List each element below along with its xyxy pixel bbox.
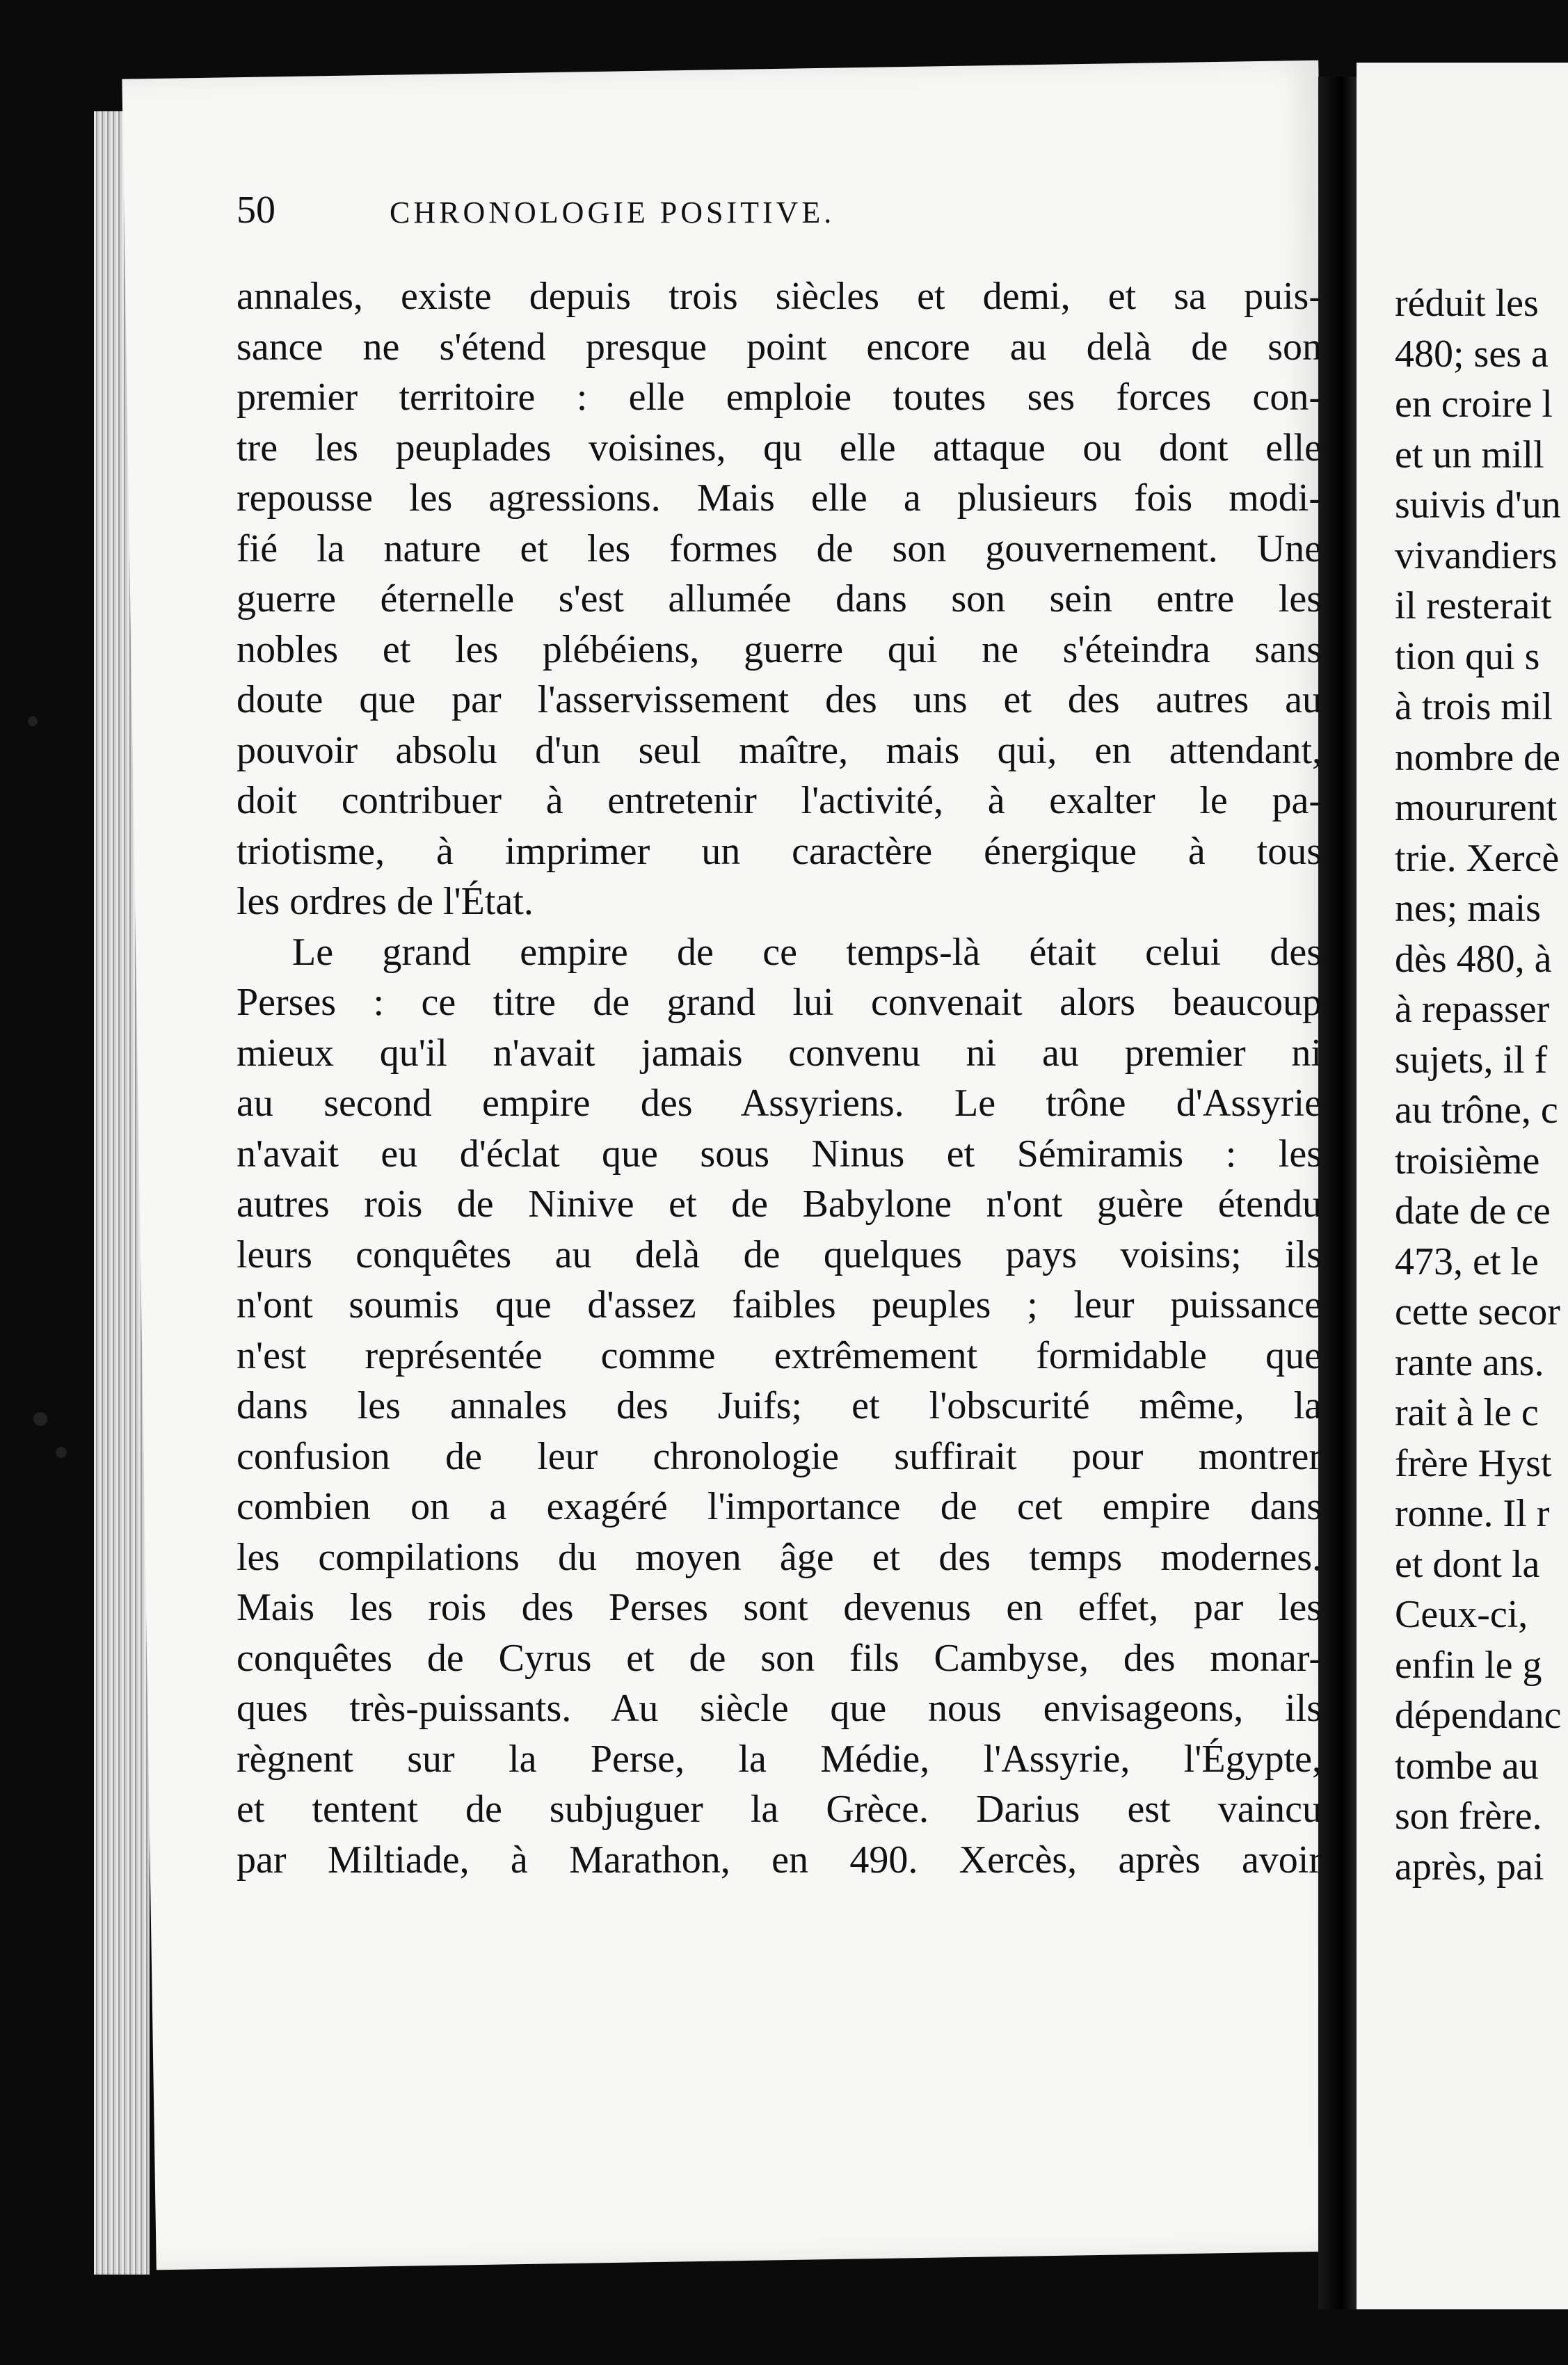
text-line: moururent [1395, 786, 1558, 829]
book-gutter [1318, 77, 1357, 2309]
text-line: n'avait eu d'éclat que sous Ninus et Sémiramis : les [237, 1132, 1322, 1176]
ink-speck [33, 1412, 47, 1426]
text-line: 480; ses a [1395, 332, 1549, 376]
text-line: triotisme, à imprimer un caractère énergique à tous [237, 829, 1322, 873]
text-line: au trône, c [1395, 1089, 1558, 1132]
page-number: 50 [237, 189, 275, 232]
text-line: date de ce [1395, 1189, 1551, 1233]
text-line: frère Hyst [1395, 1441, 1552, 1485]
text-line: nes; mais [1395, 887, 1541, 930]
text-line: annales, existe depuis trois siècles et demi, et sa puis- [237, 275, 1322, 318]
text-line: 473, et le [1395, 1240, 1539, 1283]
text-line: leurs conquêtes au delà de quelques pays voisins; ils [237, 1233, 1322, 1276]
text-line: tombe au [1395, 1744, 1539, 1788]
text-line: nombre de [1395, 735, 1560, 779]
text-line: suivis d'un [1395, 483, 1561, 527]
text-line: sujets, il f [1395, 1038, 1548, 1082]
text-line: dans les annales des Juifs; et l'obscurité même, la [237, 1384, 1322, 1427]
text-line: trie. Xercè [1395, 836, 1560, 880]
text-line: guerre éternelle s'est allumée dans son sein entre les [237, 577, 1322, 620]
text-line: par Miltiade, à Marathon, en 490. Xercès, après avoir [237, 1838, 1322, 1882]
text-line: confusion de leur chronologie suffirait pour montrer [237, 1434, 1322, 1478]
text-line: rait à le c [1395, 1391, 1539, 1434]
text-line: Le grand empire de ce temps-là était celui des [292, 930, 1322, 974]
text-line: conquêtes de Cyrus et de son fils Cambyse, des monar- [237, 1636, 1322, 1680]
text-line: combien on a exagéré l'importance de cet empire dans [237, 1485, 1322, 1528]
text-line: troisième [1395, 1139, 1540, 1182]
text-line: dépendanc [1395, 1694, 1562, 1737]
text-line: doute que par l'asservissement des uns et des autres au [237, 678, 1322, 721]
text-line: fié la nature et les formes de son gouvernement. Une [237, 527, 1322, 570]
text-line: après, pai [1395, 1845, 1544, 1889]
ink-speck [56, 1447, 67, 1458]
text-line: et un mill [1395, 433, 1544, 476]
text-line: il resterait [1395, 584, 1552, 627]
text-line: à trois mil [1395, 685, 1553, 728]
text-line: nobles et les plébéiens, guerre qui ne s'éteindra sans [237, 627, 1322, 671]
text-line: et tentent de subjuguer la Grèce. Darius est vaincu [237, 1788, 1322, 1831]
text-line: n'ont soumis que d'assez faibles peuples ; leur puissance [237, 1283, 1322, 1326]
text-line: repousse les agressions. Mais elle a plusieurs fois modi- [237, 476, 1322, 520]
text-line: sance ne s'étend presque point encore au delà de son [237, 325, 1322, 369]
text-line: dès 480, à [1395, 937, 1552, 981]
text-line: doit contribuer à entretenir l'activité, à exalter le pa- [237, 779, 1322, 822]
text-line: les compilations du moyen âge et des temps modernes. [237, 1535, 1322, 1579]
text-line: tre les peuplades voisines, qu elle attaque ou dont elle [237, 426, 1322, 470]
text-line: n'est représentée comme extrêmement formidable que [237, 1333, 1322, 1377]
page-header [237, 188, 835, 232]
text-line: vivandiers [1395, 534, 1558, 577]
text-line: et dont la [1395, 1542, 1540, 1586]
text-line: règnent sur la Perse, la Médie, l'Assyrie, l'Égypte, [237, 1737, 1322, 1781]
text-line: à repasser [1395, 988, 1550, 1031]
left-page-text [237, 271, 1322, 1885]
text-line: au second empire des Assyriens. Le trône d'Assyrie [237, 1082, 1322, 1125]
text-line: enfin le g [1395, 1643, 1542, 1687]
text-line: cette secor [1395, 1290, 1560, 1333]
text-line: rante ans. [1395, 1340, 1544, 1384]
text-line: Mais les rois des Perses sont devenus en effet, par les [237, 1586, 1322, 1629]
text-line: son frère. [1395, 1795, 1542, 1838]
text-line: ques très-puissants. Au siècle que nous envisageons, ils [237, 1687, 1322, 1730]
text-line: réduit les [1395, 282, 1539, 325]
text-line: autres rois de Ninive et de Babylone n'ont guère étendu [237, 1182, 1322, 1226]
text-line: Ceux-ci, [1395, 1593, 1528, 1636]
text-line: les ordres de l'État. [237, 880, 534, 923]
text-line: en croire l [1395, 383, 1553, 426]
right-page-text [1395, 278, 1568, 1892]
text-line: mieux qu'il n'avait jamais convenu ni au premier ni [237, 1031, 1322, 1075]
text-line: Perses : ce titre de grand lui convenait alors beaucoup [237, 981, 1322, 1024]
text-line: pouvoir absolu d'un seul maître, mais qui, en attendant, [237, 728, 1322, 772]
text-line: tion qui s [1395, 634, 1540, 678]
running-title: CHRONOLOGIE POSITIVE. [390, 195, 835, 230]
text-line: ronne. Il r [1395, 1492, 1550, 1535]
ink-speck [28, 716, 38, 726]
text-line: premier territoire : elle emploie toutes ses forces con- [237, 376, 1322, 419]
